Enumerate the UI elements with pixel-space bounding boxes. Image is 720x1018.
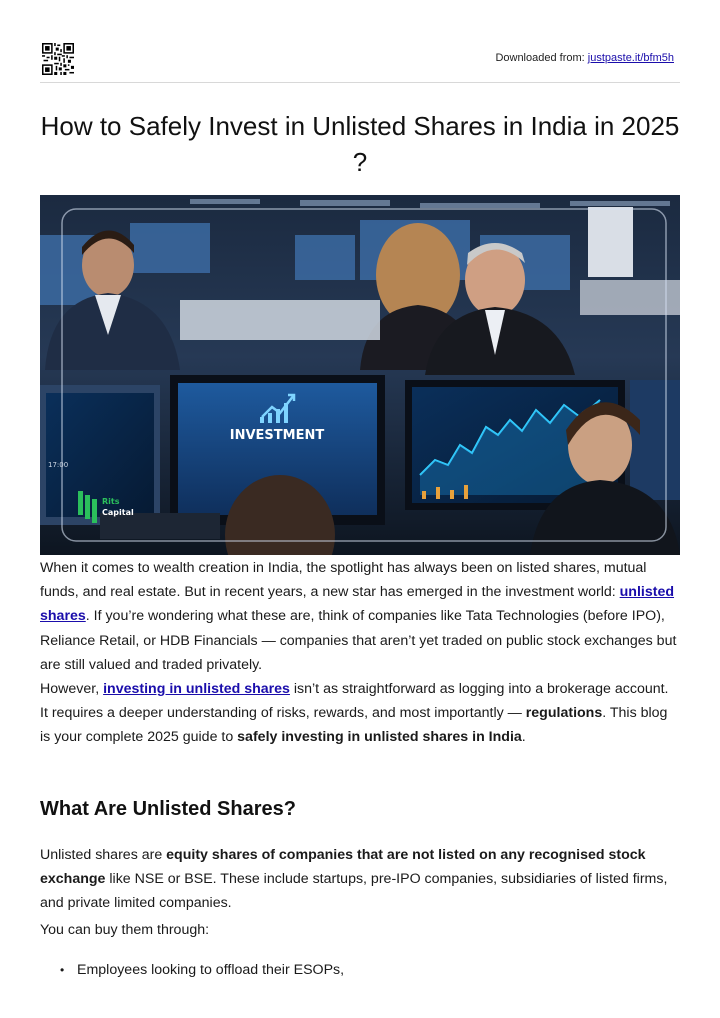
monitor-caption: INVESTMENT bbox=[229, 428, 325, 443]
hero-image bbox=[40, 195, 680, 555]
intro-text-6: . bbox=[521, 729, 526, 746]
article-title: How to Safely Invest in Unlisted Shares in India in 2025 ? bbox=[40, 111, 680, 177]
intro-text-2: . If you’re wondering what these are, think of companies like Tata Technologies (before IPO), Reliance Retail, or HDB Financials — companies that aren’t yet traded on public stock exchanges but are still valued and traded privately. bbox=[40, 608, 677, 673]
download-source-label: Downloaded from: bbox=[495, 52, 585, 64]
screen-number: 17:00 bbox=[48, 461, 69, 469]
definition-text-2: like NSE or BSE. These include startups, pre-IPO companies, subsidiaries of listed firms, and private limited companies. bbox=[40, 871, 668, 912]
investing-in-unlisted-shares-link[interactable]: investing in unlisted shares bbox=[103, 681, 290, 698]
intro-text-3: However, bbox=[40, 681, 104, 698]
bullet-dot-icon: • bbox=[60, 963, 65, 977]
definition-bold: equity shares of companies that are not listed on any recognised stock exchange bbox=[40, 847, 646, 888]
download-source bbox=[495, 52, 674, 64]
header-divider bbox=[40, 82, 680, 83]
regulations-bold: regulations bbox=[525, 705, 603, 722]
intro-text-1: When it comes to wealth creation in India, the spotlight has always been on listed shares, mutual funds, and real estate. But in recent years, a new star has emerged in the investment world: bbox=[40, 560, 647, 601]
intro-paragraph bbox=[40, 556, 680, 750]
logo-text-rits: Rits bbox=[102, 497, 120, 506]
section-heading: What Are Unlisted Shares? bbox=[40, 798, 296, 820]
list-item bbox=[40, 958, 680, 982]
intro-text-5: . This blog is your complete 2025 guide to bbox=[40, 705, 668, 746]
definition-paragraph bbox=[40, 843, 680, 916]
logo-text-capital: Capital bbox=[102, 508, 134, 517]
download-source-link[interactable]: justpaste.it/bfm5h bbox=[587, 52, 674, 64]
list-item-text: Employees looking to offload their ESOPs, bbox=[77, 962, 345, 978]
buy-through-paragraph: You can buy them through: bbox=[40, 922, 210, 938]
safely-investing-bold: safely investing in unlisted shares in India bbox=[237, 729, 522, 746]
qr-code-icon bbox=[42, 43, 74, 75]
definition-text-1: Unlisted shares are bbox=[40, 847, 167, 863]
buy-through-list bbox=[40, 958, 680, 982]
intro-text-4: isn’t as straightforward as logging into a brokerage account. It requires a deeper understanding of risks, rewards, and most importantly — bbox=[40, 681, 669, 722]
unlisted-shares-link[interactable]: unlisted shares bbox=[40, 584, 675, 625]
